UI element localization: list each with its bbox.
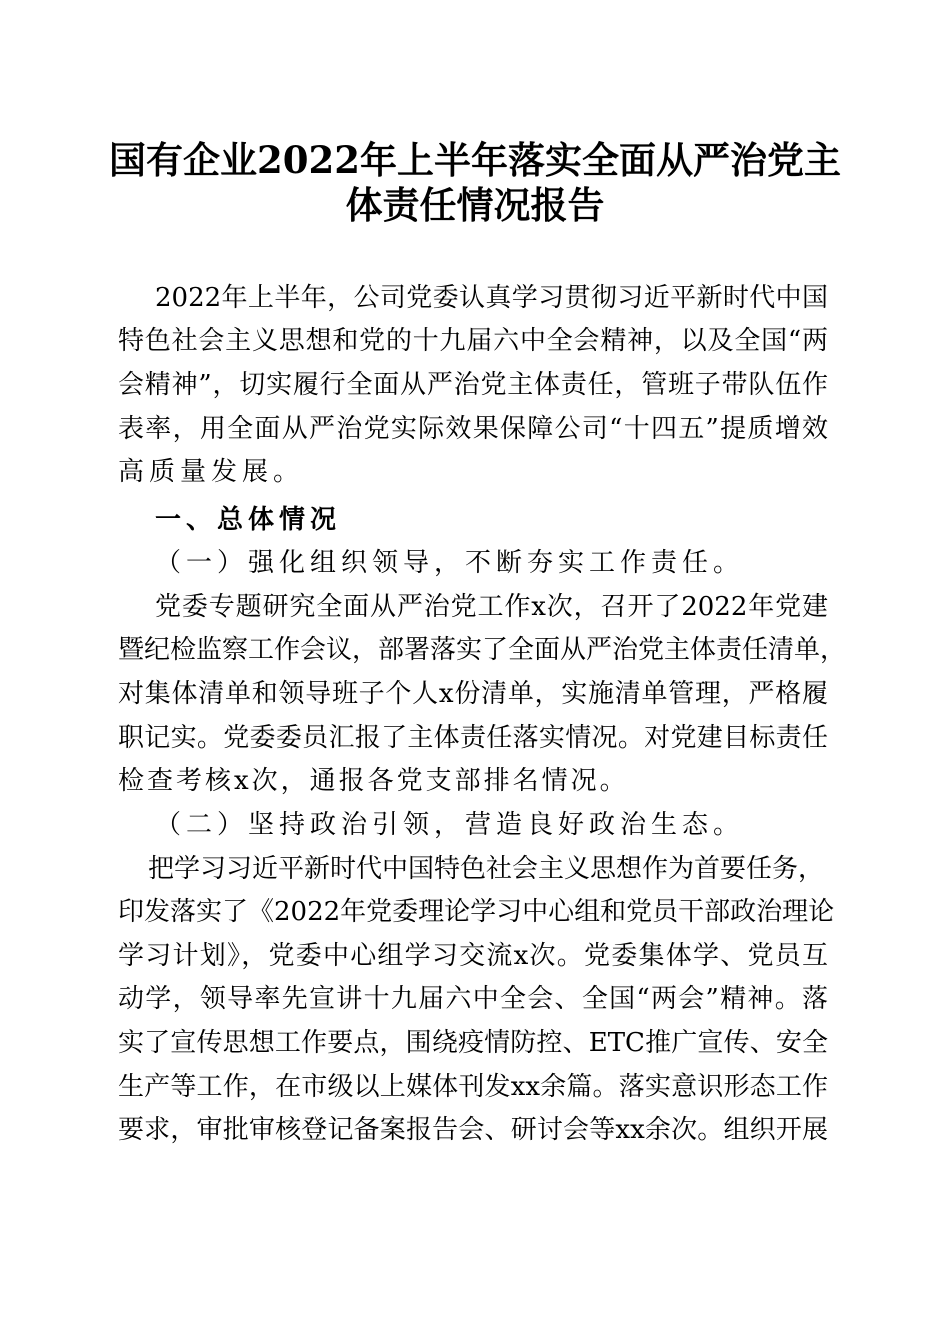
subsection-heading: （二）坚持政治引领，营造良好政治生态。 <box>155 810 745 840</box>
text-line: 学习计划》，党委中心组学习交流x次。党委集体学、党员互 <box>118 941 828 971</box>
text-line: 特色社会主义思想和党的十九届六中全会精神，以及全国“两 <box>118 326 828 356</box>
text-line: 会精神”，切实履行全面从严治党主体责任，管班子带队伍作 <box>118 370 828 400</box>
text-line: 印发落实了《2022年党委理论学习中心组和党员干部政治理论 <box>118 897 835 927</box>
section-heading: 一、总体情况 <box>155 505 342 535</box>
text-line: 要求，审批审核登记备案报告会、研讨会等xx余次。组织开展 <box>118 1115 828 1145</box>
text-line: 实了宣传思想工作要点，围绕疫情防控、ETC推广宣传、安全 <box>118 1028 828 1058</box>
document-title-line-1: 国有企业2022年上半年落实全面从严治党主 <box>109 138 841 182</box>
text-line: 动学，领导率先宣讲十九届六中全会、全国“两会”精神。落 <box>118 984 828 1014</box>
text-line: 生产等工作，在市级以上媒体刊发xx余篇。落实意识形态工作 <box>118 1072 828 1102</box>
text-line: 党委专题研究全面从严治党工作x次，召开了2022年党建 <box>155 592 828 622</box>
text-line: 把学习习近平新时代中国特色社会主义思想作为首要任务， <box>148 854 825 884</box>
text-line: 表率，用全面从严治党实际效果保障公司“十四五”提质增效 <box>118 414 828 444</box>
subsection-heading: （一）强化组织领导，不断夯实工作责任。 <box>155 548 745 578</box>
text-line: 职记实。党委委员汇报了主体责任落实情况。对党建目标责任 <box>118 723 828 753</box>
text-line: 检查考核x次，通报各党支部排名情况。 <box>118 766 629 796</box>
text-line: 对集体清单和领导班子个人x份清单，实施清单管理，严格履 <box>118 679 828 709</box>
text-line: 高质量发展。 <box>118 457 305 487</box>
document-title-line-2: 体责任情况报告 <box>345 183 605 227</box>
text-line: 2022年上半年，公司党委认真学习贯彻习近平新时代中国 <box>155 283 828 313</box>
text-line: 暨纪检监察工作会议，部署落实了全面从严治党主体责任清单， <box>118 635 847 665</box>
